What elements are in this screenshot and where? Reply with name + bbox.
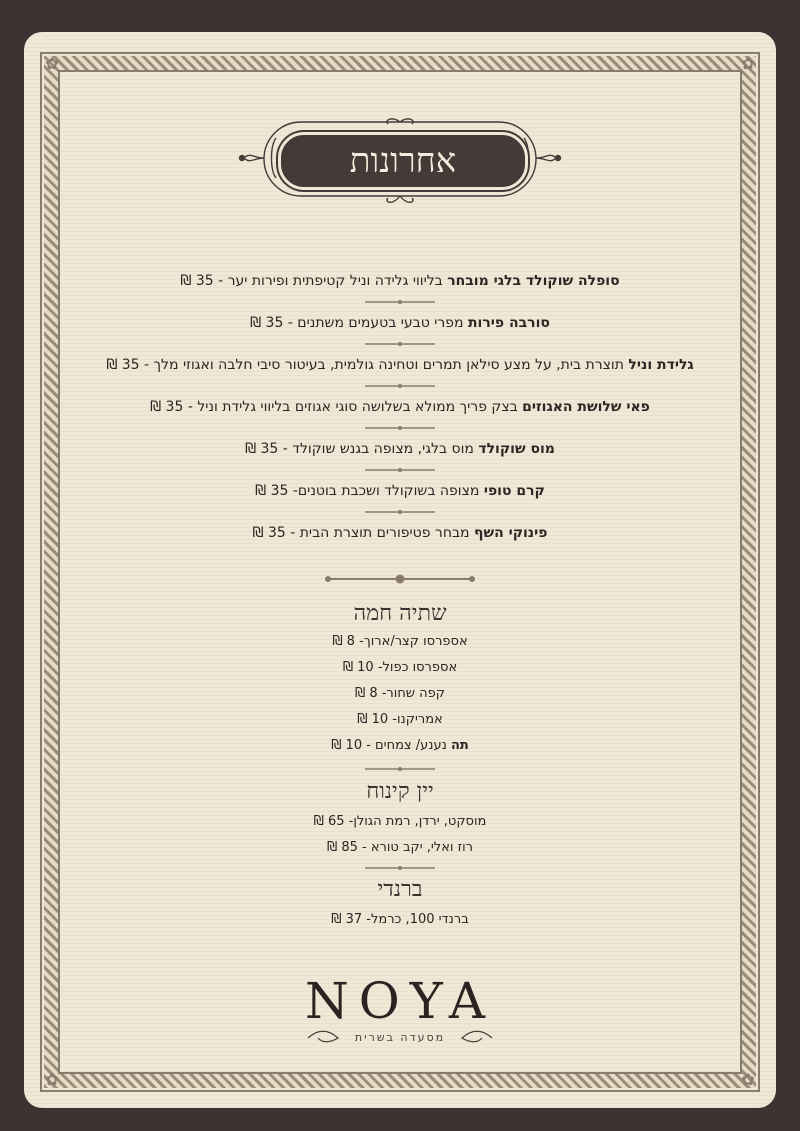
- divider: [365, 374, 435, 398]
- dessert-item: גלידת וניל תוצרת בית, על מצע סילאן תמרים וטחינה גולמית, בעיטור סיבי חלבה ואגוזי מלך - 35 ₪: [106, 357, 694, 373]
- divider: [365, 290, 435, 314]
- divider: [365, 458, 435, 482]
- drink-item: תה נענע/ צמחים - 10 ₪: [331, 738, 469, 753]
- divider: [365, 500, 435, 524]
- drink-item: אספרסו כפול- 10 ₪: [342, 660, 458, 675]
- drink-item: אספרסו קצר/ארוך- 8 ₪: [332, 634, 468, 649]
- dessert-item: סורבה פירות מפרי טבעי בטעמים משתנים - 35 ₪: [250, 315, 550, 331]
- corner-flower-icon: ✿: [45, 54, 59, 73]
- restaurant-logo: [300, 972, 500, 1049]
- title-ornament: [236, 118, 564, 208]
- dessert-item: קרם טופי מצופה בשוקולד ושכבת בוטנים- 35 ₪: [255, 483, 545, 499]
- drink-item: ברנדי 100, כרמל- 37 ₪: [331, 912, 469, 927]
- divider: [365, 332, 435, 356]
- dessert-item: סופלה שוקולד בלגי מובחר בליווי גלידה וניל קטיפתית ופירות יער - 35 ₪: [180, 273, 620, 289]
- drink-item: קפה שחור- 8 ₪: [355, 686, 445, 701]
- logo-subtitle: מסעדה בשרית: [354, 1031, 446, 1044]
- section-title: יין קינוח: [366, 779, 434, 804]
- logo-wordmark: NOYA: [305, 972, 495, 1030]
- dessert-list: [80, 272, 720, 542]
- divider: [365, 764, 435, 774]
- divider: [365, 863, 435, 873]
- hot-drinks-section: [80, 600, 720, 753]
- brandy-section: [80, 876, 720, 927]
- corner-flower-icon: ✿: [741, 54, 755, 73]
- dessert-wine-section: [80, 778, 720, 855]
- page-title: אחרונות: [278, 132, 528, 190]
- drink-item: רוז ואלי, יקב טורא - 85 ₪: [327, 840, 473, 855]
- drink-item: מוסקט, ירדן, רמת הגולן- 65 ₪: [313, 814, 487, 829]
- drink-item: אמריקנו- 10 ₪: [357, 712, 443, 727]
- dessert-item: מוס שוקולד מוס בלגי, מצופה בגנש שוקולד - 35 ₪: [245, 441, 555, 457]
- section-title: ברנדי: [377, 877, 423, 902]
- corner-flower-icon: ✿: [45, 1070, 59, 1089]
- dessert-item: פאי שלושת האגוזים בצק פריך ממולא בשלושה סוגי אגוזים בליווי גלידת וניל - 35 ₪: [150, 399, 650, 415]
- section-title: שתיה חמה: [353, 601, 447, 626]
- dessert-item: פינוקי השף מבחר פטיפורים תוצרת הבית - 35 ₪: [252, 525, 548, 541]
- logo-subtitle-row: [300, 1027, 500, 1049]
- section-divider: [325, 570, 475, 588]
- corner-flower-icon: ✿: [741, 1070, 755, 1089]
- divider: [365, 416, 435, 440]
